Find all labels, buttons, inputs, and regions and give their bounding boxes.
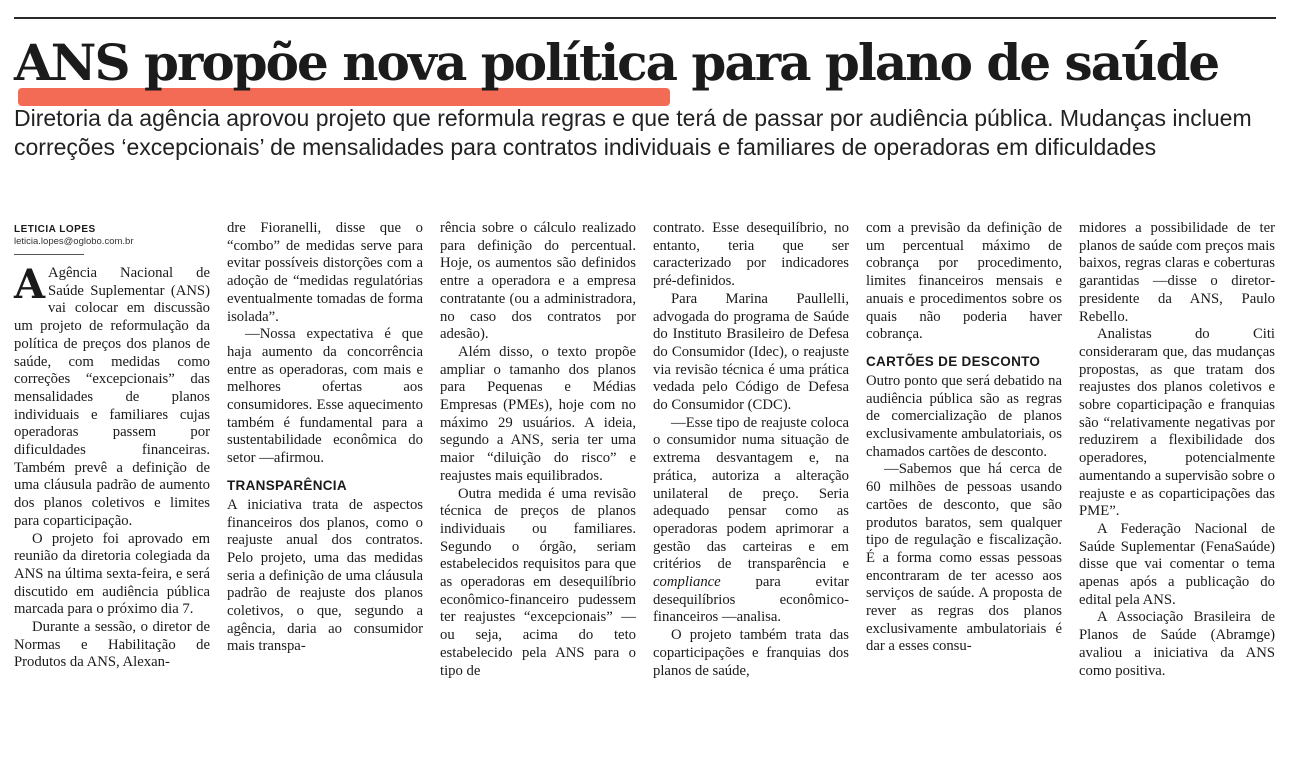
- deck: Diretoria da agência aprovou projeto que reformula regras e que terá de passar por audiência pública. Mudanças incluem correções ‘excepcionais’ de mensalidades para contratos individuais e familiares de operadoras em dificuldades: [14, 105, 1252, 160]
- headline-block: [14, 26, 1218, 104]
- drop-cap: A: [14, 261, 46, 308]
- paragraph: rência sobre o cálculo realizado para definição do percentual. Hoje, os aumentos são definidos entre a operadora e a empresa contratante (ou a administradora, no caso dos contratos por adesão).: [440, 220, 636, 343]
- byline-name: LETICIA LOPES: [14, 224, 96, 235]
- column-3: [440, 220, 636, 680]
- byline-email: leticia.lopes@oglobo.com.br: [14, 236, 134, 247]
- paragraph: A Associação Brasileira de Planos de Saúde (Abramge) avaliou a iniciativa da ANS como positiva.: [1079, 609, 1275, 679]
- column-4: [653, 220, 849, 680]
- paragraph: [653, 415, 849, 627]
- paragraph: —Nossa expectativa é que haja aumento da concorrência entre as operadoras, com mais e melhores ofertas aos consumidores. Esse aquecimento também é fundamental para a sustentabilidade econômica do setor —afirmou.: [227, 326, 423, 467]
- paragraph: midores a possibilidade de ter planos de saúde com preços mais baixos, regras claras e coberturas garantidas —disse o diretor-presidente da ANS, Paulo Rebello.: [1079, 220, 1275, 325]
- column-2: [227, 220, 423, 656]
- paragraph: O projeto também trata das coparticipações e franquias dos planos de saúde,: [653, 627, 849, 679]
- paragraph-text: —Esse tipo de reajuste coloca o consumidor numa situação de extrema desvantagem e, na prática, autoriza a alteração unilateral de preço. Seria adequado pensar como as operadoras podem aprimorar a gestão das carteiras e em critérios de transparência e: [653, 414, 849, 573]
- italic-term: compliance: [653, 574, 721, 591]
- paragraph: Outro ponto que será debatido na audiência pública são as regras de comercialização de planos exclusivamente ambulatoriais, os chamados cartões de desconto.: [866, 372, 1062, 460]
- paragraph: Durante a sessão, o diretor de Normas e Habilitação de Produtos da ANS, Alexan-: [14, 619, 210, 671]
- paragraph: dre Fioranelli, disse que o “combo” de medidas serve para evitar possíveis distorções com a adoção de “medidas regulatórias eventualmente tomadas de forma isolada”.: [227, 220, 423, 325]
- paragraph: A iniciativa trata de aspectos financeiros dos planos, como o reajuste anual dos contratos. Pelo projeto, uma das medidas seria a definição de uma cláusula padrão de reajuste dos planos coletivos, o que, segundo a agência, daria ao consumidor mais transpa-: [227, 496, 423, 655]
- top-rule: [14, 17, 1276, 19]
- column-5: [866, 220, 1062, 656]
- paragraph: contrato. Esse desequilíbrio, no entanto, teria que ser caracterizado por indicadores pré-definidos.: [653, 220, 849, 290]
- paragraph: Analistas do Citi consideraram que, das mudanças propostas, as que tratam dos reajustes dos planos coletivos e sobre coparticipação e franquias são “relativamente negativas por reduzirem a flexibilidade dos operadores, potencialmente aumentando a supervisão sobre o reajuste e as coparticipações das PME”.: [1079, 326, 1275, 520]
- byline-rule: [14, 254, 84, 255]
- paragraph: A Federação Nacional de Saúde Suplementar (FenaSaúde) disse que vai comentar o tema apenas após a publicação do edital pela ANS.: [1079, 520, 1275, 608]
- column-6: [1079, 220, 1275, 680]
- paragraph: O projeto foi aprovado em reunião da diretoria colegiada da ANS na última sexta-feira, e será discutido em audiência pública marcada para o próximo dia 7.: [14, 530, 210, 618]
- headline: ANS propõe nova política para plano de saúde: [14, 33, 1219, 92]
- paragraph-text: para evitar desequilíbrios econômico-financeiros —analisa.: [653, 574, 849, 626]
- paragraph-text: Agência Nacional de Saúde Suplementar (ANS) vai colocar em discussão um projeto de reformulação da política de preços dos planos de saúde, com medidas como correções “excepcionais” das mensalidades de planos individuais e familiares cujas operadoras passem por dificuldades financeiras. Também prevê a definição de uma cláusula padrão de aumento dos planos coletivos e limites para coparticipação.: [14, 265, 210, 529]
- paragraph: —Sabemos que há cerca de 60 milhões de pessoas usando cartões de desconto, que são produtos baratos, sem qualquer tipo de regulação e fiscalização. É a forma como essas pessoas encontraram de ter acesso aos serviços de saúde. A proposta de rever as regras dos planos exclusivamente ambulatoriais é dar a esses consu-: [866, 461, 1062, 655]
- paragraph: [14, 261, 210, 531]
- section-heading: CARTÕES DE DESCONTO: [866, 353, 1041, 369]
- section-heading: TRANSPARÊNCIA: [227, 477, 347, 493]
- paragraph: com a previsão da definição de um percentual máximo de cobrança por procedimento, limites financeiros mensais e anuais e procedimentos sobre os quais não poderia haver cobrança.: [866, 220, 1062, 343]
- paragraph: Outra medida é uma revisão técnica de preços de planos individuais ou familiares. Segundo o órgão, seriam estabelecidos requisitos para que as operadoras em desequilíbrio econômico-financeiro pudessem ter reajustes “excepcionais” — ou seja, acima do teto estabelecido pela ANS para o tipo de: [440, 485, 636, 679]
- paragraph: Além disso, o texto propõe ampliar o tamanho dos planos para Pequenas e Médias Empresas (PMEs), hoje com no máximo 29 usuários. A ideia, segundo a ANS, seria ter uma maior “diluição do risco” e reajustes mais equilibrados.: [440, 343, 636, 484]
- column-1: [14, 220, 210, 672]
- paragraph: Para Marina Paullelli, advogada do programa de Saúde do Instituto Brasileiro de Defesa do Consumidor (Idec), o reajuste via revisão técnica é uma prática vedada pelo Código de Defesa do Consumidor (CDC).: [653, 290, 849, 414]
